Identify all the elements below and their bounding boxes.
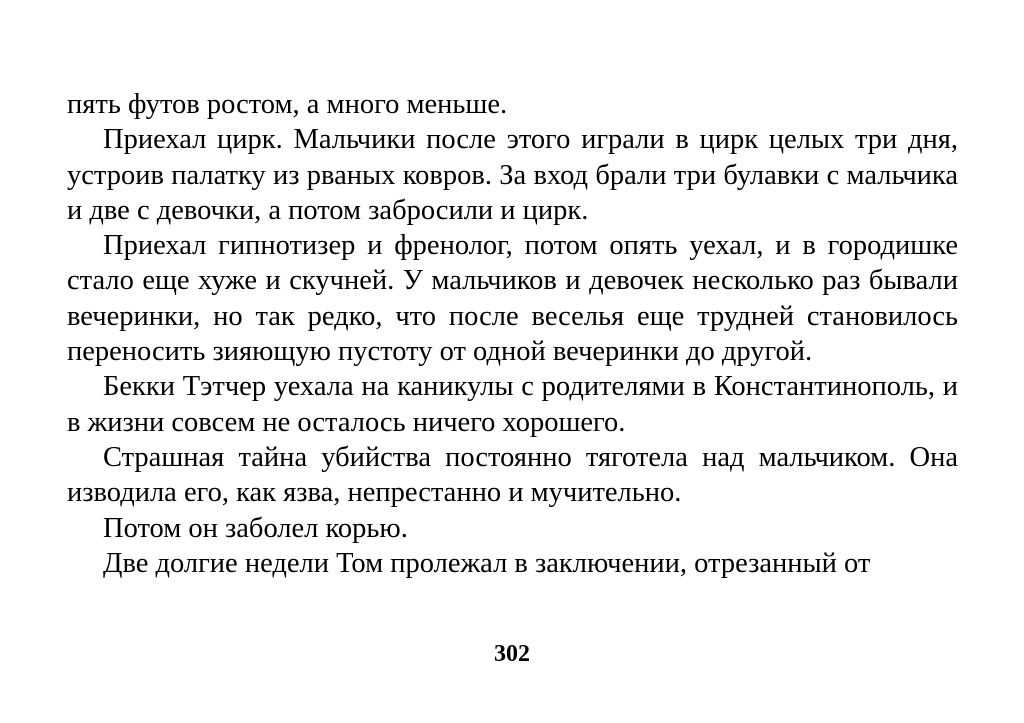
page-number: 302 <box>494 641 530 667</box>
paragraph-two-weeks: Две долгие недели Том пролежал в заключении, отрезанный от <box>103 547 871 579</box>
paragraph-continuation: пять футов ростом, а много меньше. <box>67 89 508 120</box>
paragraph-hypnotist: Приехал гипнотизер и френолог, потом опять уехал, и в городишке стало еще хуже и скучней. У мальчиков и девочек несколько раз бывали вечеринки, но так редко, что после веселья еще трудней становилось переносить зияющую пустоту от одной вечеринки до другой. <box>67 230 958 368</box>
page-body <box>67 87 958 581</box>
paragraph-secret: Страшная тайна убийства постоянно тяготела над мальчиком. Она изводила его, как язва, непрестанно и мучительно. <box>67 441 958 509</box>
paragraph-measles: Потом он заболел корью. <box>103 512 408 544</box>
paragraph-becky: Бекки Тэтчер уехала на каникулы с родителями в Константинополь, и в жизни совсем не осталось ничего хорошего. <box>67 371 958 438</box>
paragraph-circus: Приехал цирк. Мальчики после этого играли в цирк целых три дня, устроив палатку из рваных ковров. За вход брали три булавки с мальчика и две с девочки, а потом забросили и цирк. <box>67 124 958 226</box>
